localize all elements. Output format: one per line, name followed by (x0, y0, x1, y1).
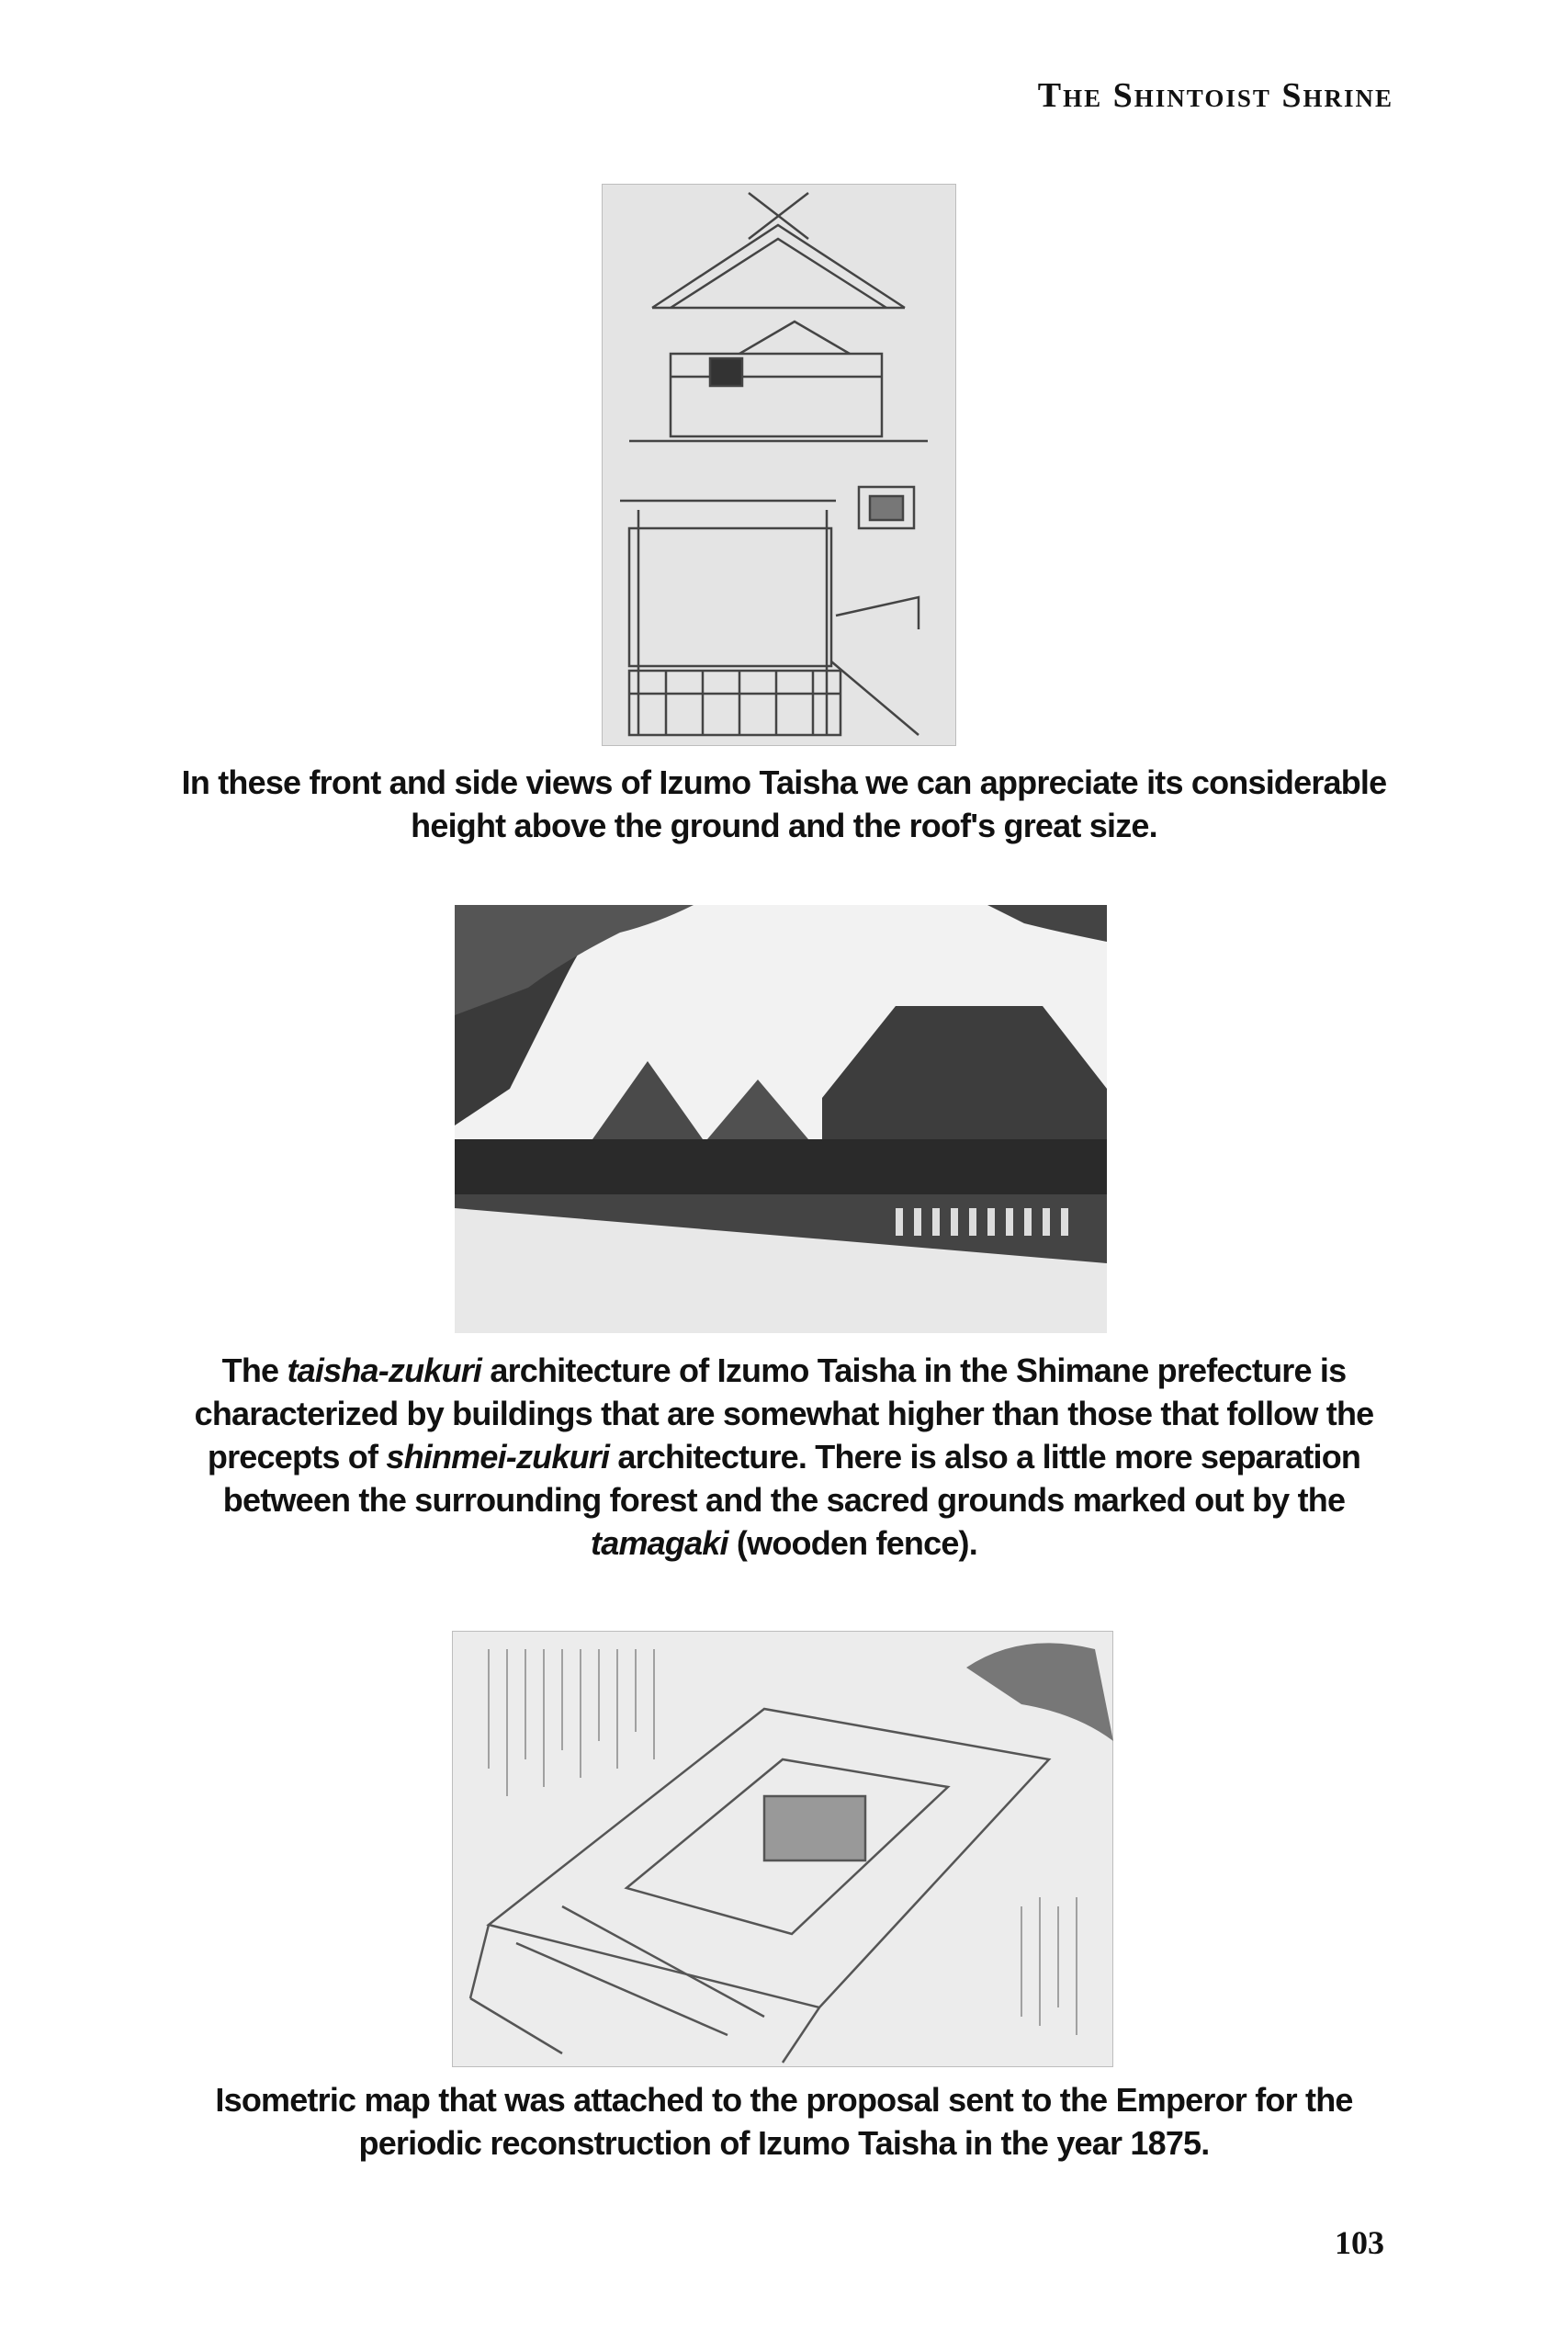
caption-text: In these front and side views of Izumo Taisha we can appreciate its considerable height above the ground and the roof's great size. (181, 763, 1387, 844)
caption-text: architecture. There is also a little more separation between the surrounding forest and the sacred grounds marked out by the (222, 1438, 1361, 1519)
shrine-photo-image (455, 905, 1107, 1333)
shrine-photo-graphic (455, 905, 1107, 1333)
caption-text: (wooden fence). (728, 1524, 977, 1562)
isometric-map-image (452, 1631, 1113, 2067)
caption-text: The (221, 1351, 288, 1389)
caption-italic-term: taisha-zukuri (287, 1351, 482, 1389)
isometric-map-graphic (452, 1631, 1113, 2067)
running-header: The Shintoist Shrine (1037, 76, 1393, 115)
caption-italic-term: shinmei-zukuri (386, 1438, 610, 1476)
figure-1-caption (156, 761, 1412, 847)
elevation-drawing-image (602, 184, 956, 746)
elevation-drawing-graphic (602, 184, 956, 746)
caption-text: Isometric map that was attached to the proposal sent to the Emperor for the periodic reconstruction of Izumo Taisha in the year 1875. (215, 2081, 1353, 2162)
caption-italic-term: tamagaki (591, 1524, 728, 1562)
caption-text: architecture of Izumo Taisha in the Shimane prefecture is characterized by buildings that are somewhat higher than those that follow the precepts of (194, 1351, 1374, 1476)
figure-3-caption (156, 2078, 1412, 2165)
page-number: 103 (1335, 2224, 1384, 2261)
figure-2-caption (156, 1349, 1412, 1565)
